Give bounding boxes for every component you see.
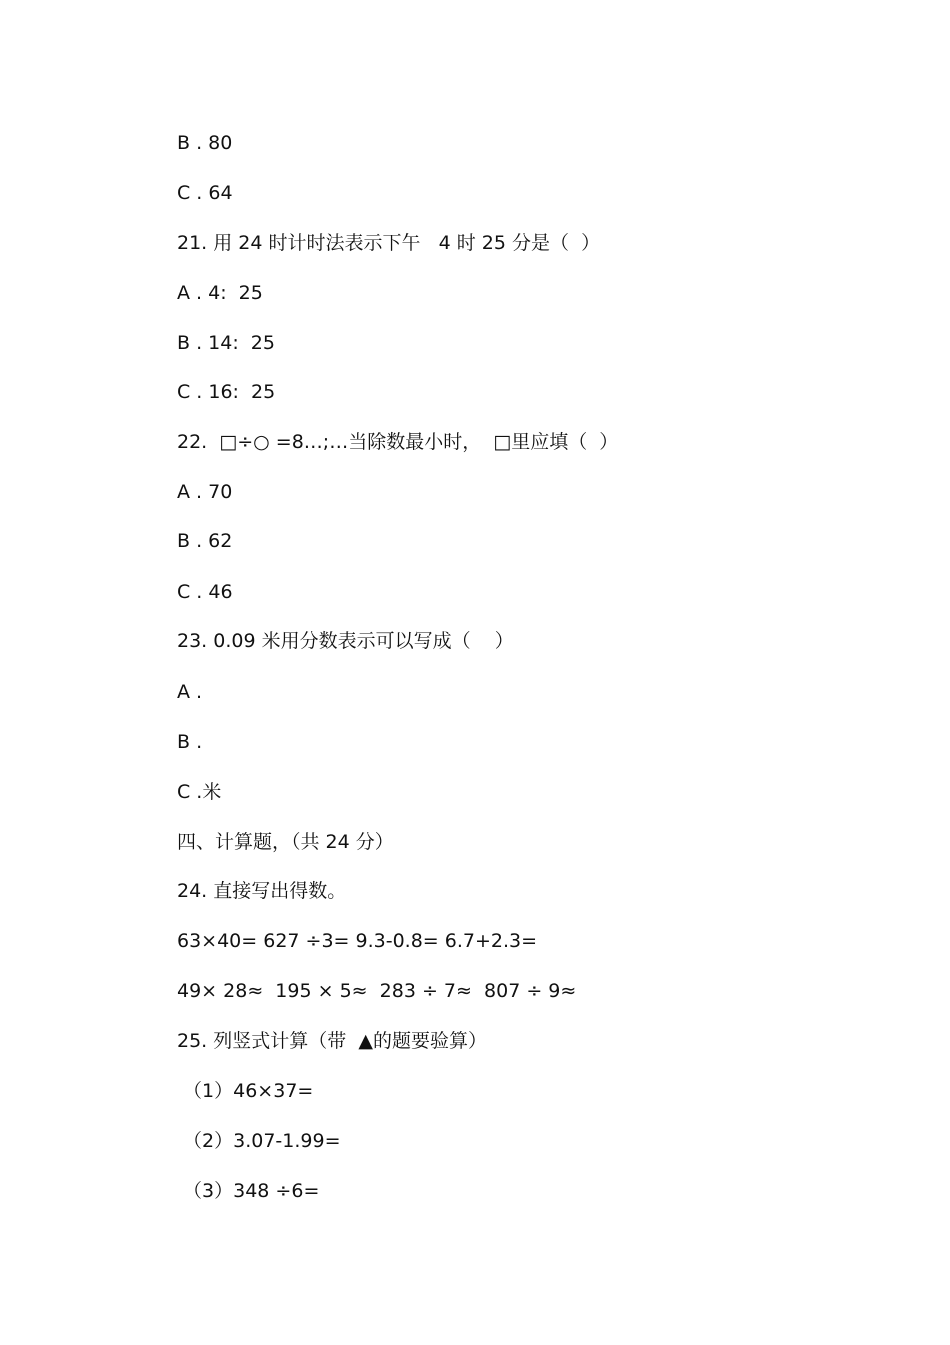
q24-row-1: 63×40= 627 ÷3= 9.3-0.8= 6.7+2.3= — [177, 930, 538, 952]
q23-option-b: B . — [177, 731, 203, 753]
q21-option-b: B . 14: 25 — [177, 332, 275, 354]
question-24: 24. 直接写出得数。 — [177, 880, 347, 902]
q21-option-c: C . 16: 25 — [177, 381, 276, 403]
question-22: 22. □÷○ =8…;…当除数最小时， □里应填（ ） — [177, 431, 619, 453]
question-21: 21. 用 24 时计时法表示下午 4 时 25 分是（ ） — [177, 232, 601, 254]
q25-item-3: （3）348 ÷6= — [177, 1180, 320, 1202]
section-heading-calculation: 四、计算题，（共 24 分） — [177, 831, 394, 853]
option-c-64: C . 64 — [177, 182, 233, 204]
q22-option-c: C . 46 — [177, 581, 233, 603]
q24-row-2: 49× 28≈ 195 × 5≈ 283 ÷ 7≈ 807 ÷ 9≈ — [177, 980, 577, 1002]
question-25: 25. 列竖式计算（带 ▲的题要验算） — [177, 1030, 487, 1052]
q23-option-c: C .米 — [177, 781, 222, 803]
q21-option-a: A . 4: 25 — [177, 282, 263, 304]
q22-option-b: B . 62 — [177, 530, 233, 552]
q25-item-1: （1）46×37= — [177, 1080, 314, 1102]
question-23: 23. 0.09 米用分数表示可以写成（ ） — [177, 630, 514, 652]
option-b-80: B . 80 — [177, 132, 233, 154]
q23-option-a: A . — [177, 681, 203, 703]
q25-item-2: （2）3.07-1.99= — [177, 1130, 341, 1152]
q22-option-a: A . 70 — [177, 481, 233, 503]
